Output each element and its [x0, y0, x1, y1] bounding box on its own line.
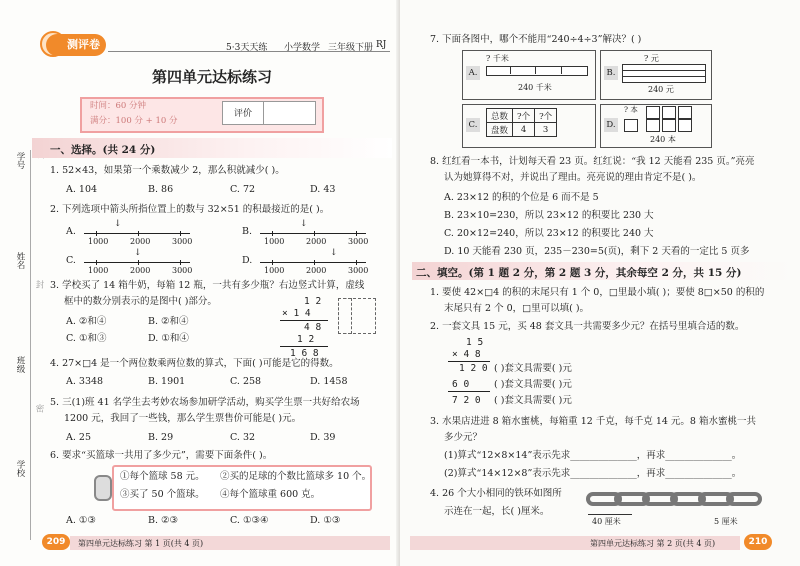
- side-label-xingming: 姓名: [15, 252, 25, 269]
- s2-q2-fill-line[interactable]: ( )套文具需要( )元: [494, 379, 572, 390]
- q3-option-d[interactable]: D. ①和④: [148, 333, 189, 344]
- q2-tick-label: 1000: [264, 237, 285, 246]
- q2-tick: [96, 260, 97, 265]
- q7-d-book: [646, 119, 660, 132]
- section2-title: 二、填空。(第 1 题 2 分，第 2 题 3 分，其余每空 2 分，共 15 分): [416, 267, 742, 279]
- q5-option-c[interactable]: C. 32: [230, 432, 256, 443]
- q2-option-d[interactable]: D.: [242, 255, 253, 266]
- q7-c-table: [486, 108, 557, 137]
- s2-q4-line1: 4. 26 个大小相同的铁环如图所: [430, 488, 562, 499]
- q1-option-c[interactable]: C. 72: [230, 184, 256, 195]
- edition-label: RJ: [376, 40, 387, 50]
- q1-option-b[interactable]: B. 86: [148, 184, 174, 195]
- q2-option-b[interactable]: B.: [242, 226, 253, 237]
- s2-q3-b[interactable]: (2)算式“14×12×8”表示先求______________，再求______________。: [444, 468, 742, 479]
- s2-q2-calc-line: 7 2 0: [452, 395, 481, 406]
- q2-arrow-icon: ↓: [330, 248, 338, 258]
- q4-option-b[interactable]: B. 1901: [148, 376, 186, 387]
- table-cell: 盘数: [487, 123, 513, 137]
- q3-calc-line: 1 2: [297, 334, 315, 345]
- q2-tick-label: 2000: [306, 237, 327, 246]
- q3-calc-line: 1 2: [304, 296, 322, 307]
- q5-text-line1: 5. 三(1)班 41 名学生去考妙农场参加研学活动，购买学生票一共好给农场: [50, 397, 360, 408]
- q2-tick: [138, 231, 139, 236]
- s2-q2-text: 2. 一套文具 15 元，买 48 套文具一共需要多少元？在括号里填合适的数。: [430, 321, 745, 332]
- q3-dot-grid-part: [338, 298, 352, 334]
- q2-tick-label: 1000: [264, 266, 285, 275]
- q3-text-line2: 框中的数分别表示的是图中( )部分。: [64, 296, 217, 307]
- q2-tick: [180, 231, 181, 236]
- q6-text: 6. 要求“买篮球一共用了多少元”，需要下面条件( )。: [50, 450, 273, 461]
- q1-option-a[interactable]: A. 104: [66, 184, 98, 195]
- q5-text-line2: 1200 元，我回了一些钱，那么学生票售价可能是( )元。: [64, 413, 302, 424]
- q3-calc-line: 1 6 8: [290, 348, 319, 359]
- q6-condition-1: ①每个篮球 58 元。: [120, 471, 205, 482]
- q3-text-line1: 3. 学校买了 14 箱牛奶，每箱 12 瓶，一共有多少瓶？右边竖式计算，虚线: [50, 280, 365, 291]
- q2-numberline-c: [84, 262, 190, 263]
- table-row: [487, 123, 557, 137]
- q7-a-top: ? 千米: [486, 54, 509, 63]
- q2-tick-label: 2000: [130, 237, 151, 246]
- s2-q2-calc-line: 1 5: [466, 337, 484, 348]
- q7-d-book: [678, 119, 692, 132]
- s2-q2-fill-line[interactable]: ( )套文具需要( )元: [494, 363, 572, 374]
- q2-tick: [314, 231, 315, 236]
- side-label-xuexiao: 学校: [15, 460, 25, 477]
- q2-tick-label: 3000: [348, 237, 369, 246]
- right-page: [400, 0, 800, 566]
- q7-d-book: [624, 119, 638, 132]
- section1-title: 一、选择。(共 24 分): [50, 144, 156, 156]
- q2-option-a[interactable]: A.: [66, 226, 76, 237]
- q7-option-b[interactable]: B.: [604, 66, 618, 80]
- footer-text-right: 第四单元达标练习 第 2 页(共 4 页): [590, 539, 716, 548]
- dim-line: [588, 514, 632, 515]
- q7-d-top: ? 本: [624, 105, 638, 114]
- q2-tick: [96, 231, 97, 236]
- q2-tick: [314, 260, 315, 265]
- s2-q3-line1: 3. 水果店进进 8 箱水蜜桃，每箱重 12 千克，每千克 14 元。8 箱水蜜桃一共: [430, 416, 756, 427]
- q2-numberline-d: [260, 262, 366, 263]
- s2-q3-a[interactable]: (1)算式“12×8×14”表示先求______________，再求______________。: [444, 450, 742, 461]
- s2-q1-line1: 1. 要使 42×□4 的积的末尾只有 1 个 0，□里最小填( )；要使 8□×50 的积的: [430, 287, 765, 298]
- q4-option-d[interactable]: D. 1458: [310, 376, 348, 387]
- table-cell: 3: [535, 123, 557, 137]
- q7-b-bar-3: [622, 76, 706, 83]
- q7-a-bottom: 240 千米: [518, 83, 552, 92]
- binding-line: [30, 150, 31, 540]
- series-label: 5·3天天练: [226, 43, 268, 53]
- q4-option-a[interactable]: A. 3348: [66, 376, 104, 387]
- q6-option-d[interactable]: D. ①③: [310, 515, 341, 526]
- q1-option-d[interactable]: D. 43: [310, 184, 336, 195]
- q2-numberline-a: [84, 233, 190, 234]
- s2-q2-fill-line[interactable]: ( )套文具需要( )元: [494, 395, 572, 406]
- q8-option-a[interactable]: A. 23×12 的积的个位是 6 而不是 5: [444, 192, 599, 203]
- s2-q4-line2: 示连在一起，长( )厘米。: [444, 506, 550, 517]
- q2-tick: [356, 231, 357, 236]
- q2-tick-label: 3000: [172, 237, 193, 246]
- q7-option-d[interactable]: D.: [604, 118, 618, 132]
- q7-d-book: [662, 119, 676, 132]
- eval-label: 评价: [234, 109, 253, 119]
- q8-option-c[interactable]: C. 20×12=240，所以 23×12 的积要比 240 大: [444, 228, 654, 239]
- q7-a-segment-bar: [486, 66, 588, 76]
- q8-option-b[interactable]: B. 23×10=230，所以 23×12 的积要比 230 大: [444, 210, 654, 221]
- q7-a-divider: [561, 66, 562, 74]
- q8-text-line2: 认为她算得不对，并说出了理由。亮亮说的理由肯定不是( )。: [444, 172, 702, 183]
- s2-q2-calc-rule: [448, 361, 490, 362]
- q2-tick: [272, 231, 273, 236]
- q3-calc-rule: [280, 346, 328, 347]
- s2-q4-dim-5: 5 厘米: [714, 517, 738, 526]
- eval-divider: [263, 101, 264, 125]
- q2-numberline-b: [260, 233, 366, 234]
- q2-tick-label: 2000: [306, 266, 327, 275]
- q2-tick-label: 3000: [348, 266, 369, 275]
- q4-text: 4. 27×□4 是一个两位数乘两位数的算式，下面( )可能是它的得数。: [50, 358, 339, 369]
- side-label-xuehao: 学号: [15, 152, 25, 169]
- page-title: 第四单元达标练习: [152, 68, 273, 86]
- q6-condition-2: ②买的足球的个数比篮球多 10 个。: [220, 471, 372, 482]
- table-cell: ?个: [535, 109, 557, 123]
- q1-text: 1. 52×43，如果第一个乘数减少 2，那么积就减少( )。: [50, 165, 285, 176]
- s2-q3-line2: 多少元？: [444, 432, 483, 443]
- q6-option-b[interactable]: B. ②③: [148, 515, 179, 526]
- q7-option-c[interactable]: C.: [466, 118, 480, 132]
- s2-q1-line2: 末尾只有 2 个 0，□里可以填( )。: [444, 303, 590, 314]
- q2-tick-label: 2000: [130, 266, 151, 275]
- q7-text: 7. 下面各图中，哪个不能用“240÷4÷3”解决？( ): [430, 34, 642, 45]
- table-cell: 4: [513, 123, 535, 137]
- s2-q2-calc-rule: [448, 391, 490, 392]
- s2-q4-dim-40: 40 厘米: [592, 517, 621, 526]
- page-number-right: 210: [744, 534, 772, 550]
- q7-d-bottom: 240 本: [650, 135, 676, 144]
- q7-a-divider: [535, 66, 536, 74]
- q5-option-a[interactable]: A. 25: [66, 432, 91, 443]
- q2-option-c[interactable]: C.: [66, 255, 76, 266]
- q7-option-a[interactable]: A.: [466, 66, 480, 80]
- s2-q2-calc-line: 1 2 0: [459, 363, 488, 374]
- chain-ring-icon: [726, 492, 762, 506]
- q2-tick-label: 1000: [88, 237, 109, 246]
- q2-arrow-icon: ↓: [300, 219, 308, 229]
- table-row: [487, 109, 557, 123]
- logo-badge: 测评卷: [46, 34, 106, 56]
- q7-d-book: [662, 106, 676, 119]
- q3-calc-rule: [280, 320, 328, 321]
- q7-d-book: [646, 106, 660, 119]
- q2-tick: [138, 260, 139, 265]
- q2-tick-label: 1000: [88, 266, 109, 275]
- q2-text: 2. 下列选项中箭头所指位置上的数与 32×51 的积最接近的是( )。: [50, 204, 330, 215]
- q2-tick: [356, 260, 357, 265]
- footer-text-left: 第四单元达标练习 第 1 页(共 4 页): [78, 539, 204, 548]
- table-cell: 总数: [487, 109, 513, 123]
- q4-option-c[interactable]: C. 258: [230, 376, 262, 387]
- q7-b-top: ? 元: [644, 54, 659, 63]
- q6-condition-3: ③买了 50 个篮球。: [120, 489, 205, 500]
- q7-b-bottom: 240 元: [648, 85, 674, 94]
- time-info: 时间：60 分钟: [90, 101, 147, 111]
- grade-label: 三年级下册: [328, 43, 374, 53]
- q5-option-b[interactable]: B. 29: [148, 432, 174, 443]
- q6-option-c[interactable]: C. ①③④: [230, 515, 269, 526]
- q2-tick: [180, 260, 181, 265]
- q3-option-a[interactable]: A. ②和④: [66, 316, 107, 327]
- subject-label: 小学数学: [284, 43, 321, 53]
- q3-option-b[interactable]: B. ②和④: [148, 316, 189, 327]
- side-label-feng: 封: [34, 280, 44, 289]
- score-info: 满分：100 分 + 10 分: [90, 116, 178, 126]
- q2-tick-label: 3000: [172, 266, 193, 275]
- side-label-banji: 班级: [15, 356, 25, 373]
- q6-condition-4: ④每个篮球重 600 克。: [220, 489, 321, 500]
- q8-option-d[interactable]: D. 10 天能看 230 页，235－230=5(页)，剩下 2 天看的一定比 5 页多: [444, 246, 750, 257]
- s2-q2-calc-line: 6 0: [452, 379, 470, 390]
- q3-option-c[interactable]: C. ①和③: [66, 333, 107, 344]
- q6-option-a[interactable]: A. ①③: [66, 515, 96, 526]
- table-cell: ?个: [513, 109, 535, 123]
- q7-d-book: [678, 106, 692, 119]
- s2-q2-calc-line: × 4 8: [452, 349, 481, 360]
- page-number-left: 209: [42, 534, 70, 550]
- q3-calc-line: × 1 4: [282, 308, 311, 319]
- q2-arrow-icon: ↓: [114, 219, 122, 229]
- q3-calc-line: 4 8: [304, 322, 322, 333]
- paperclip-icon: [94, 475, 112, 501]
- q8-text-line1: 8. 红红看一本书，计划每天看 23 页。红红说：“我 12 天能看 235 页。”亮亮: [430, 156, 755, 167]
- side-label-mi: 密: [34, 404, 44, 413]
- q5-option-d[interactable]: D. 39: [310, 432, 336, 443]
- q2-tick: [272, 260, 273, 265]
- q2-arrow-icon: ↓: [134, 248, 142, 258]
- q7-a-divider: [510, 66, 511, 74]
